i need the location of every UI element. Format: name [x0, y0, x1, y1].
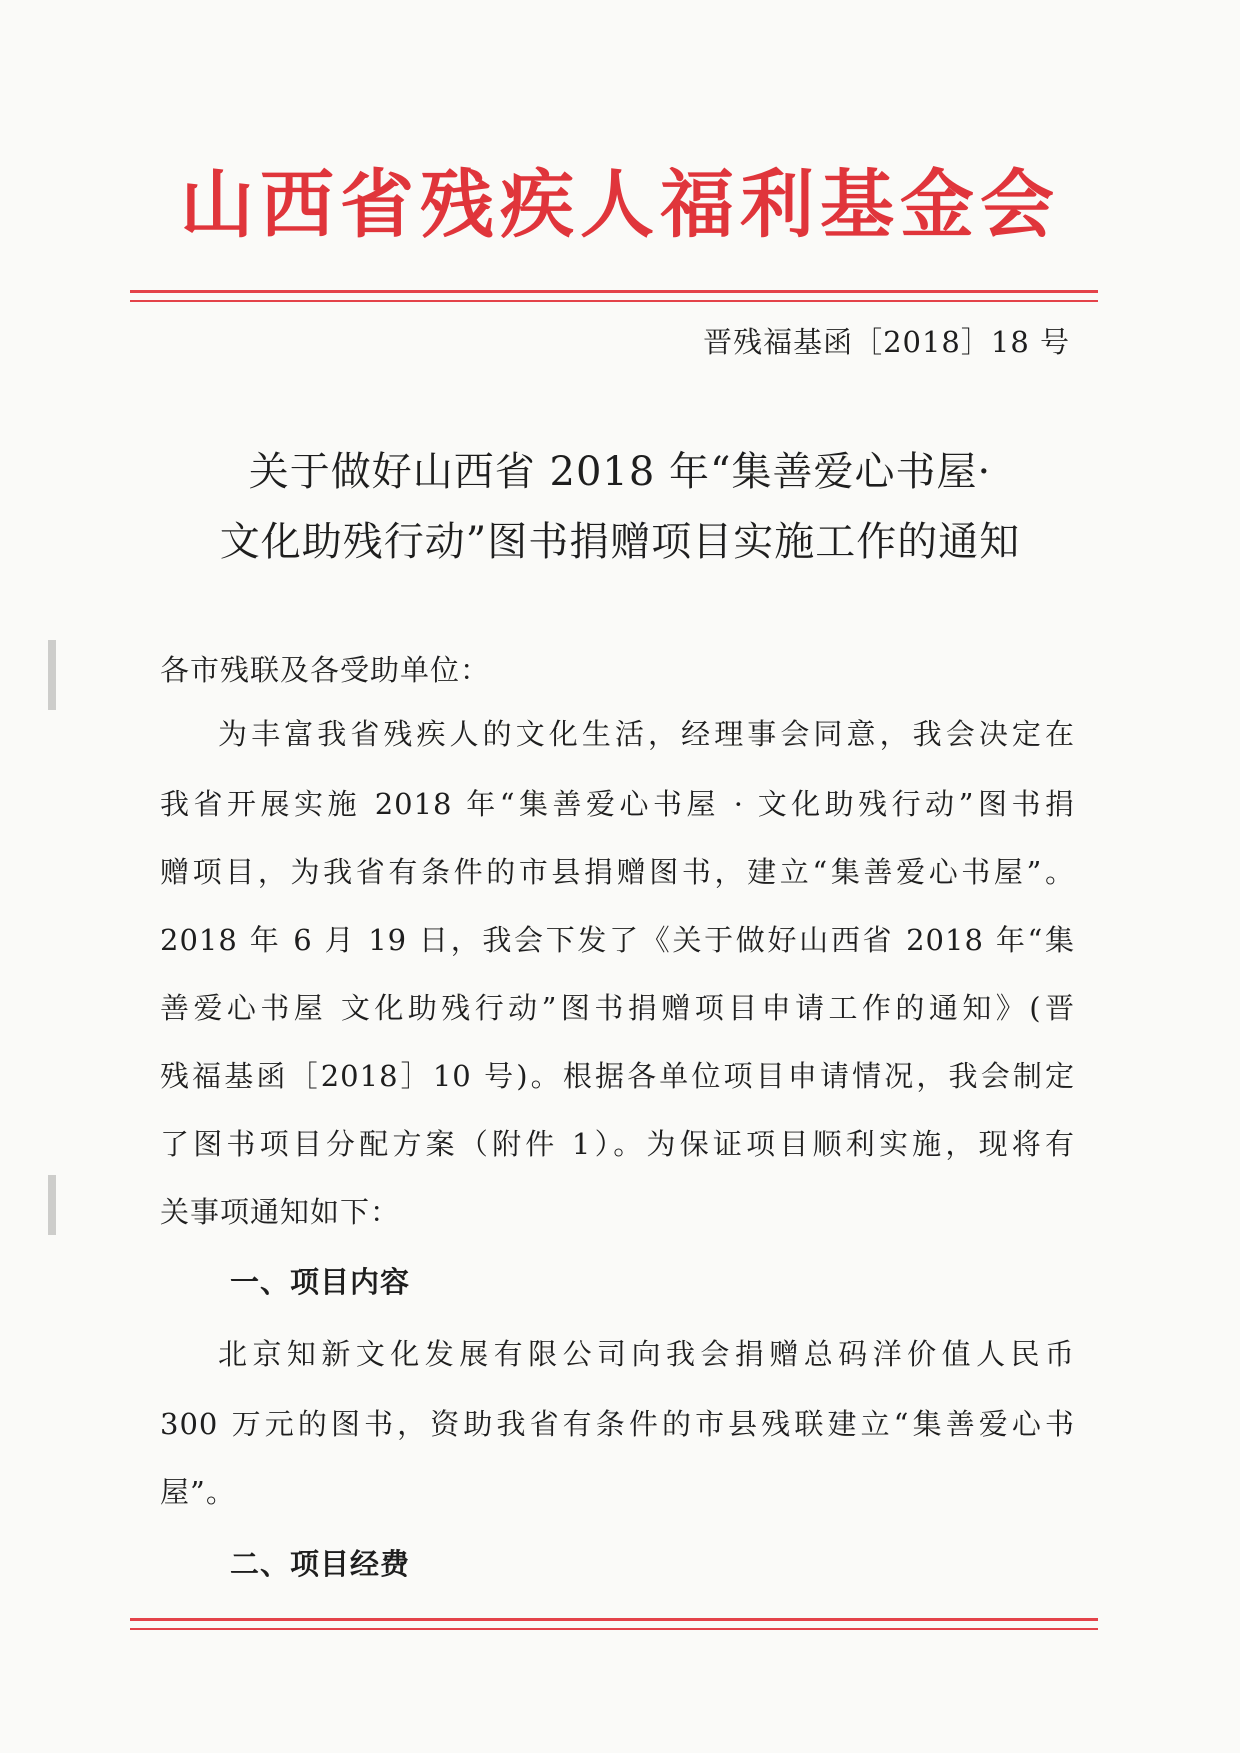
scan-edge-mark	[48, 640, 56, 710]
paragraph-1-line: 了图书项目分配方案（附件 1）。为保证项目顺利实施，现将有	[160, 1127, 1075, 1161]
paragraph-1-line: 我省开展实施 2018 年“集善爱心书屋 · 文化助残行动”图书捐	[160, 787, 1075, 821]
section-1-line: 屋”。	[160, 1475, 236, 1509]
section-1-line: 300 万元的图书，资助我省有条件的市县残联建立“集善爱心书	[160, 1407, 1075, 1441]
paragraph-1-line: 善爱心书屋 文化助残行动”图书捐赠项目申请工作的通知》(晋	[160, 991, 1075, 1025]
footer-rule-thin	[130, 1628, 1098, 1630]
paragraph-1-line: 关事项通知如下：	[160, 1195, 401, 1229]
scan-edge-mark	[48, 1175, 56, 1235]
letterhead-rule-thin	[130, 300, 1098, 302]
paragraph-1-line: 2018 年 6 月 19 日，我会下发了《关于做好山西省 2018 年“集	[160, 923, 1075, 957]
footer-rule-thick	[130, 1618, 1098, 1621]
paragraph-1-line: 为丰富我省残疾人的文化生活，经理事会同意，我会决定在	[218, 717, 1075, 751]
letterhead-title: 山西省残疾人福利基金会	[180, 162, 1060, 248]
section-1-heading: 一、项目内容	[230, 1265, 411, 1299]
paragraph-1-line: 赠项目，为我省有条件的市县捐赠图书，建立“集善爱心书屋”。	[160, 855, 1075, 889]
section-1-line: 北京知新文化发展有限公司向我会捐赠总码洋价值人民币	[218, 1337, 1075, 1371]
paragraph-1-line: 残福基函［2018］10 号)。根据各单位项目申请情况，我会制定	[160, 1059, 1075, 1093]
notice-title-line-2: 文化助残行动”图书捐赠项目实施工作的通知	[219, 519, 1021, 565]
document-number: 晋残福基函［2018］18 号	[703, 325, 1070, 359]
salutation: 各市残联及各受助单位：	[160, 653, 491, 687]
letterhead-rule-thick	[130, 290, 1098, 293]
section-2-heading: 二、项目经费	[230, 1547, 411, 1581]
notice-title-line-1: 关于做好山西省 2018 年“集善爱心书屋·	[248, 449, 992, 495]
